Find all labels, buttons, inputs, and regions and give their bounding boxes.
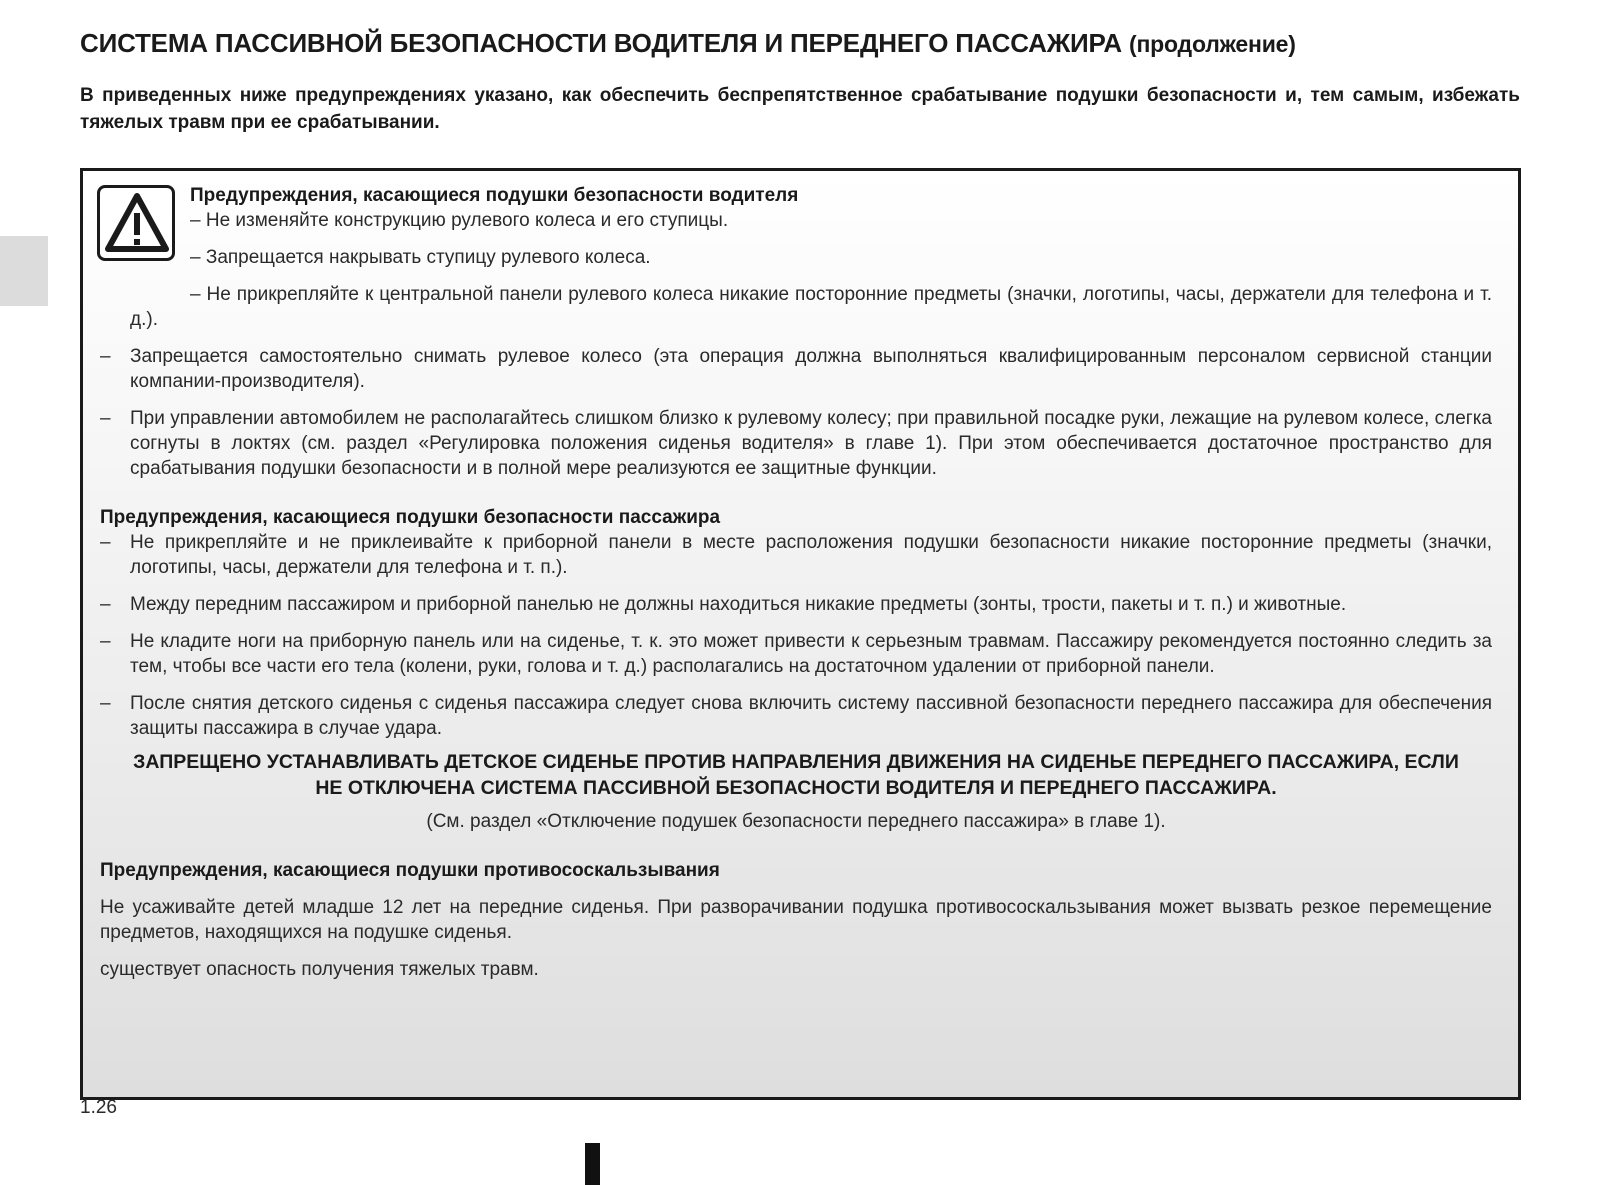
page-number: 1.26 [80,1097,117,1118]
driver-heading: Предупреждения, касающиеся подушки безопасности водителя [190,185,799,206]
anti-sub-heading: Предупреждения, касающиеся подушки противососкальзывания [100,860,720,881]
list-dash: – [100,346,111,367]
passenger-heading: Предупреждения, касающиеся подушки безопасности пассажира [100,507,721,528]
passenger-item-3: Не кладите ноги на приборную панель или на сиденье, т. к. это может привести к серьезным травмам. Пассажиру рекомендуется постоянно следить за тем, чтобы все части его тела (колени, руки, голова и т. д.) располагались на достаточном удалении от приборной панели. [130,631,1492,677]
driver-item-5: При управлении автомобилем не располагайтесь слишком близко к рулевому колесу; при правильной посадке руки, лежащие на рулевом колесе, слегка согнуты в локтях (см. раздел «Регулировка положения сиденья водителя» в главе 1). При этом обеспечивается достаточное пространство для срабатывания подушки безопасности и в полной мере реализуются ее защитные функции. [130,408,1492,479]
driver-item-2: – Запрещается накрывать ступицу рулевого колеса. [190,247,651,268]
passenger-item-1-row [100,530,1492,580]
driver-item-4-row [100,344,1492,394]
passenger-item-4-row [100,691,1492,741]
warning-box [80,168,1521,1100]
driver-item-5-row [100,406,1492,481]
title-suffix: (продолжение) [1129,31,1296,57]
anti-sub-text: Не усаживайте детей младше 12 лет на передние сиденья. При разворачивании подушка противососкальзывания может вызвать резкое перемещение предметов, находящихся на подушке сиденья. [100,897,1492,943]
list-dash: – [100,408,111,429]
list-dash: – [100,631,111,652]
list-dash: – [100,594,111,615]
chapter-tab [0,236,48,306]
title-main: СИСТЕМА ПАССИВНОЙ БЕЗОПАСНОСТИ ВОДИТЕЛЯ И ПЕРЕДНЕГО ПАССАЖИРА [80,28,1122,58]
intro-text: В приведенных ниже предупреждениях указано, как обеспечить беспрепятственное срабатывание подушки безопасности и, тем самым, избежать тяжелых травм при ее срабатывании. [80,85,1520,133]
passenger-item-3-row [100,629,1492,679]
anti-sub-note: существует опасность получения тяжелых травм. [100,959,539,980]
passenger-item-4: После снятия детского сиденья с сиденья пассажира следует снова включить систему пассивной безопасности переднего пассажира для обеспечения защиты пассажира в случае удара. [130,693,1492,739]
passenger-item-2: Между передним пассажиром и приборной панелью не должны находиться никакие предметы (зонты, трости, пакеты и т. п.) и животные. [130,594,1347,615]
passenger-item-2-row [100,592,1492,617]
list-dash: – [100,693,111,714]
warning-content [100,183,1492,982]
list-dash: – [100,532,111,553]
driver-item-1: – Не изменяйте конструкцию рулевого колеса и его ступицы. [190,210,729,231]
passenger-item-1: Не прикрепляйте и не приклеивайте к приборной панели в месте расположения подушки безопасности никакие посторонние предметы (значки, логотипы, часы, держатели для телефона и т. п.). [130,532,1492,578]
page-edge-marker [585,1143,600,1185]
reference-text: (См. раздел «Отключение подушек безопасности переднего пассажира» в главе 1). [426,811,1166,832]
caps-warning: ЗАПРЕЩЕНО УСТАНАВЛИВАТЬ ДЕТСКОЕ СИДЕНЬЕ ПРОТИВ НАПРАВЛЕНИЯ ДВИЖЕНИЯ НА СИДЕНЬЕ ПЕРЕДНЕГО ПАССАЖИРА, ЕСЛИ НЕ ОТКЛЮЧЕНА СИСТЕМА ПАССИВНОЙ БЕЗОПАСНОСТИ ВОДИТЕЛЯ И ПЕРЕДНЕГО ПАССАЖИРА. [133,751,1459,799]
driver-section-top [100,183,1492,282]
page-title [80,28,1540,59]
driver-item-4: Запрещается самостоятельно снимать рулевое колесо (эта операция должна выполняться квалифицированным персоналом сервисной станции компании-производителя). [130,346,1492,392]
driver-item-3: – Не прикрепляйте к центральной панели рулевого колеса никакие посторонние предметы (значки, логотипы, часы, держатели для телефона и т. д.). [130,284,1492,330]
